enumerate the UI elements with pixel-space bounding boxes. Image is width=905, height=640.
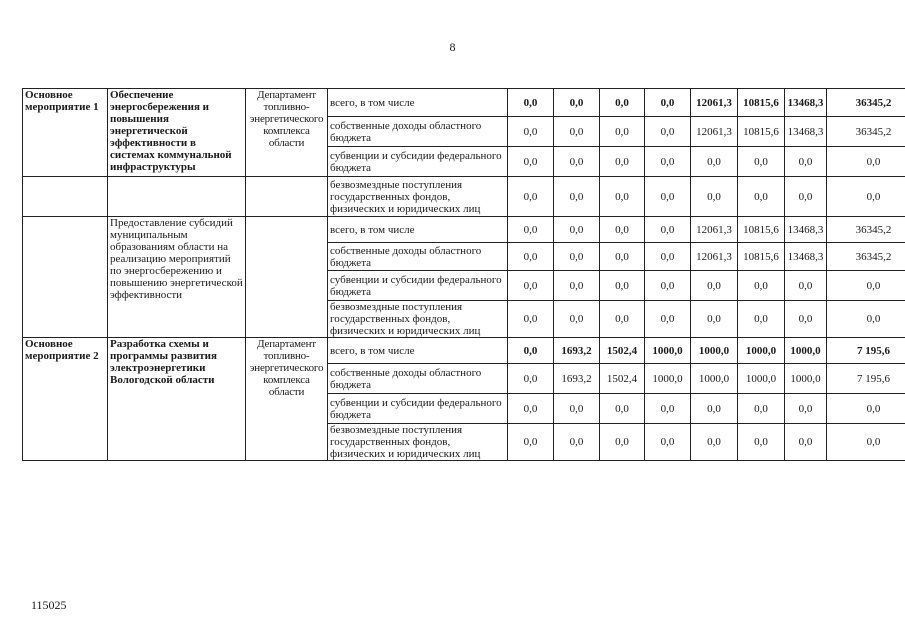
value-cell: 0,0 — [645, 394, 691, 424]
value-cell: 0,0 — [508, 424, 554, 461]
value-cell: 0,0 — [827, 147, 905, 177]
value-cell: 0,0 — [785, 424, 827, 461]
funding-source-cell: субвенции и субсидии федерального бюджета — [328, 147, 508, 177]
value-cell: 13468,3 — [785, 117, 827, 147]
measure-name-cell: Обеспечение энергосбережения и повышения энергетической эффективности в системах коммунальной инфраструктуры — [108, 89, 246, 177]
table-row — [23, 89, 905, 117]
budget-table-body — [23, 89, 905, 461]
value-cell: 0,0 — [600, 177, 645, 217]
value-cell: 0,0 — [785, 301, 827, 338]
value-cell: 1502,4 — [600, 364, 645, 394]
value-cell: 1000,0 — [691, 338, 738, 364]
value-cell: 0,0 — [827, 394, 905, 424]
value-cell: 36345,2 — [827, 243, 905, 271]
value-cell: 0,0 — [827, 177, 905, 217]
value-cell: 0,0 — [600, 147, 645, 177]
value-cell: 1000,0 — [785, 364, 827, 394]
value-cell: 0,0 — [554, 301, 600, 338]
page-number: 8 — [449, 40, 456, 54]
value-cell: 0,0 — [738, 424, 785, 461]
footer-code: 115025 — [31, 598, 67, 612]
value-cell: 1000,0 — [691, 364, 738, 394]
value-cell: 0,0 — [600, 394, 645, 424]
measure-label-cell — [23, 217, 108, 338]
value-cell: 0,0 — [508, 271, 554, 301]
value-cell: 0,0 — [738, 271, 785, 301]
funding-source-cell: собственные доходы областного бюджета — [328, 243, 508, 271]
value-cell: 10815,6 — [738, 217, 785, 243]
table-row — [23, 177, 905, 217]
value-cell: 0,0 — [600, 271, 645, 301]
value-cell: 0,0 — [508, 338, 554, 364]
value-cell: 0,0 — [645, 243, 691, 271]
value-cell: 0,0 — [554, 89, 600, 117]
funding-source-cell: безвозмездные поступления государственных фондов, физических и юридических лиц — [328, 177, 508, 217]
value-cell: 0,0 — [508, 117, 554, 147]
value-cell: 7 195,6 — [827, 338, 905, 364]
value-cell: 0,0 — [738, 147, 785, 177]
value-cell: 0,0 — [691, 424, 738, 461]
funding-source-cell: собственные доходы областного бюджета — [328, 364, 508, 394]
value-cell: 0,0 — [554, 271, 600, 301]
value-cell: 1000,0 — [738, 338, 785, 364]
value-cell: 0,0 — [554, 424, 600, 461]
value-cell: 0,0 — [827, 271, 905, 301]
measure-label-cell: Основное мероприятие 1 — [23, 89, 108, 177]
value-cell: 1693,2 — [554, 364, 600, 394]
value-cell: 0,0 — [738, 394, 785, 424]
department-cell — [246, 217, 328, 338]
value-cell: 0,0 — [645, 177, 691, 217]
value-cell: 12061,3 — [691, 243, 738, 271]
value-cell: 1000,0 — [645, 364, 691, 394]
value-cell: 1000,0 — [785, 338, 827, 364]
value-cell: 13468,3 — [785, 243, 827, 271]
value-cell: 0,0 — [600, 424, 645, 461]
value-cell: 0,0 — [645, 271, 691, 301]
value-cell: 0,0 — [508, 89, 554, 117]
value-cell: 0,0 — [785, 271, 827, 301]
value-cell: 0,0 — [508, 394, 554, 424]
value-cell: 13468,3 — [785, 89, 827, 117]
funding-source-cell: всего, в том числе — [328, 338, 508, 364]
table-row — [23, 217, 905, 243]
table-row — [23, 338, 905, 364]
value-cell: 0,0 — [691, 301, 738, 338]
value-cell: 1693,2 — [554, 338, 600, 364]
value-cell: 0,0 — [827, 301, 905, 338]
value-cell: 0,0 — [645, 217, 691, 243]
value-cell: 13468,3 — [785, 217, 827, 243]
value-cell: 0,0 — [554, 394, 600, 424]
value-cell: 0,0 — [508, 147, 554, 177]
measure-name-cell: Разработка схемы и программы развития электроэнергетики Вологодской области — [108, 338, 246, 461]
value-cell: 0,0 — [554, 217, 600, 243]
value-cell: 1502,4 — [600, 338, 645, 364]
value-cell: 0,0 — [600, 89, 645, 117]
measure-name-cell: Предоставление субсидий муниципальным образованиям области на реализацию мероприятий по энергосбережению и повышению энергетической эффективности — [108, 217, 246, 338]
value-cell: 0,0 — [785, 394, 827, 424]
value-cell: 0,0 — [827, 424, 905, 461]
value-cell: 0,0 — [645, 147, 691, 177]
value-cell: 0,0 — [691, 271, 738, 301]
value-cell: 0,0 — [600, 301, 645, 338]
value-cell: 0,0 — [738, 177, 785, 217]
value-cell: 0,0 — [785, 147, 827, 177]
value-cell: 0,0 — [554, 117, 600, 147]
value-cell: 0,0 — [554, 147, 600, 177]
value-cell: 0,0 — [554, 243, 600, 271]
budget-table — [22, 88, 905, 461]
value-cell: 0,0 — [645, 117, 691, 147]
measure-name-cell — [108, 177, 246, 217]
value-cell: 0,0 — [508, 301, 554, 338]
value-cell: 0,0 — [554, 177, 600, 217]
value-cell: 0,0 — [691, 177, 738, 217]
value-cell: 0,0 — [508, 243, 554, 271]
value-cell: 0,0 — [691, 147, 738, 177]
value-cell: 36345,2 — [827, 89, 905, 117]
funding-source-cell: субвенции и субсидии федерального бюджета — [328, 394, 508, 424]
value-cell: 0,0 — [785, 177, 827, 217]
value-cell: 12061,3 — [691, 117, 738, 147]
funding-source-cell: собственные доходы областного бюджета — [328, 117, 508, 147]
value-cell: 0,0 — [645, 424, 691, 461]
department-cell: Департамент топливно-энергетического комплекса области — [246, 338, 328, 461]
measure-label-cell: Основное мероприятие 2 — [23, 338, 108, 461]
value-cell: 10815,6 — [738, 243, 785, 271]
value-cell: 36345,2 — [827, 117, 905, 147]
value-cell: 0,0 — [508, 217, 554, 243]
value-cell: 0,0 — [738, 301, 785, 338]
funding-source-cell: всего, в том числе — [328, 217, 508, 243]
value-cell: 1000,0 — [738, 364, 785, 394]
value-cell: 0,0 — [600, 117, 645, 147]
value-cell: 0,0 — [600, 217, 645, 243]
funding-source-cell: безвозмездные поступления государственных фондов, физических и юридических лиц — [328, 424, 508, 461]
value-cell: 1000,0 — [645, 338, 691, 364]
department-cell: Департамент топливно-энергетического комплекса области — [246, 89, 328, 177]
value-cell: 12061,3 — [691, 217, 738, 243]
funding-source-cell: всего, в том числе — [328, 89, 508, 117]
value-cell: 0,0 — [691, 394, 738, 424]
value-cell: 36345,2 — [827, 217, 905, 243]
value-cell: 0,0 — [645, 301, 691, 338]
value-cell: 10815,6 — [738, 117, 785, 147]
value-cell: 12061,3 — [691, 89, 738, 117]
value-cell: 0,0 — [645, 89, 691, 117]
value-cell: 0,0 — [508, 364, 554, 394]
value-cell: 0,0 — [508, 177, 554, 217]
funding-source-cell: безвозмездные поступления государственных фондов, физических и юридических лиц — [328, 301, 508, 338]
value-cell: 10815,6 — [738, 89, 785, 117]
value-cell: 7 195,6 — [827, 364, 905, 394]
value-cell: 0,0 — [600, 243, 645, 271]
measure-label-cell — [23, 177, 108, 217]
funding-source-cell: субвенции и субсидии федерального бюджета — [328, 271, 508, 301]
department-cell — [246, 177, 328, 217]
